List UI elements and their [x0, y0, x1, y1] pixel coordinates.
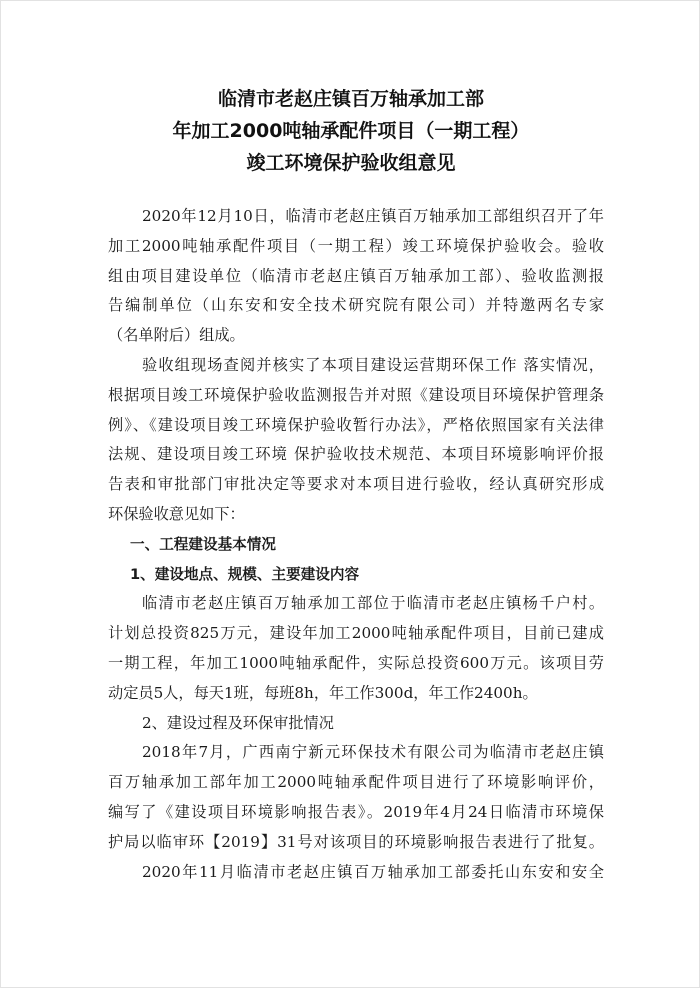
paragraph-line: 告编制单位（山东安和安全技术研究院有限公司）并特邀两名专家: [108, 296, 604, 315]
paragraph-line: 临清市老赵庄镇百万轴承加工部位于临清市老赵庄镇杨千户村。: [142, 594, 604, 613]
paragraph-line: 计划总投资825万元，建设年加工2000吨轴承配件项目，目前已建成: [108, 624, 604, 643]
paragraph-line: 2020年11月临清市老赵庄镇百万轴承加工部委托山东安和安全: [142, 862, 604, 881]
paragraph-line: 法规、建设项目竣工环境 保护验收技术规范、本项目环境影响评价报: [108, 445, 604, 464]
document-body: [108, 202, 604, 887]
paragraph-line: 组由项目建设单位（临清市老赵庄镇百万轴承加工部）、验收监测报: [108, 266, 604, 285]
paragraph-line: 例》、《建设项目竣工环境保护验收暂行办法》，严格依照国家有关法律: [108, 415, 604, 434]
subsection-heading: 2、建设过程及环保审批情况: [142, 713, 334, 732]
paragraph-line: 编写了《建设项目环境影响报告表》。2019年4月24日临清市环境保: [108, 802, 604, 821]
section-heading: 一、工程建设基本情况: [130, 535, 276, 553]
paragraph-line: 一期工程，年加工1000吨轴承配件，实际总投资600万元。该项目劳: [108, 653, 604, 672]
title-line-subject: 竣工环境保护验收组意见: [246, 152, 456, 174]
paragraph-line: 环保验收意见如下：: [108, 504, 245, 523]
paragraph-line: 告表和审批部门审批决定等要求对本项目进行验收，经认真研究形成: [108, 475, 604, 494]
paragraph-line: 2020年12月10日，临清市老赵庄镇百万轴承加工部组织召开了年: [142, 207, 604, 225]
paragraph-line: 验收组现场查阅并核实了本项目建设运营期环保工作 落实情况，: [142, 355, 604, 374]
paragraph-line: 百万轴承加工部年加工2000吨轴承配件项目进行了环境影响评价，: [108, 773, 604, 792]
title-line-project: 年加工2000吨轴承配件项目（一期工程）: [172, 120, 530, 142]
subsection-heading: 1、建设地点、规模、主要建设内容: [130, 565, 360, 583]
document-title: [1, 83, 700, 179]
paragraph-line: 护局以临审环【2019】31号对该项目的环境影响报告表进行了批复。: [108, 832, 604, 851]
paragraph-line: （名单附后）组成。: [108, 326, 245, 345]
paragraph-line: 加工2000吨轴承配件项目（一期工程）竣工环境保护验收会。验收: [108, 236, 604, 255]
title-line-company: 临清市老赵庄镇百万轴承加工部: [217, 88, 484, 110]
paragraph-line: 动定员5人，每天1班，每班8h，年工作300d，年工作2400h。: [108, 683, 538, 702]
paragraph-line: 根据项目竣工环境保护验收监测报告并对照《建设项目环境保护管理条: [108, 385, 604, 404]
paragraph-line: 2018年7月，广西南宁新元环保技术有限公司为临清市老赵庄镇: [142, 743, 604, 762]
